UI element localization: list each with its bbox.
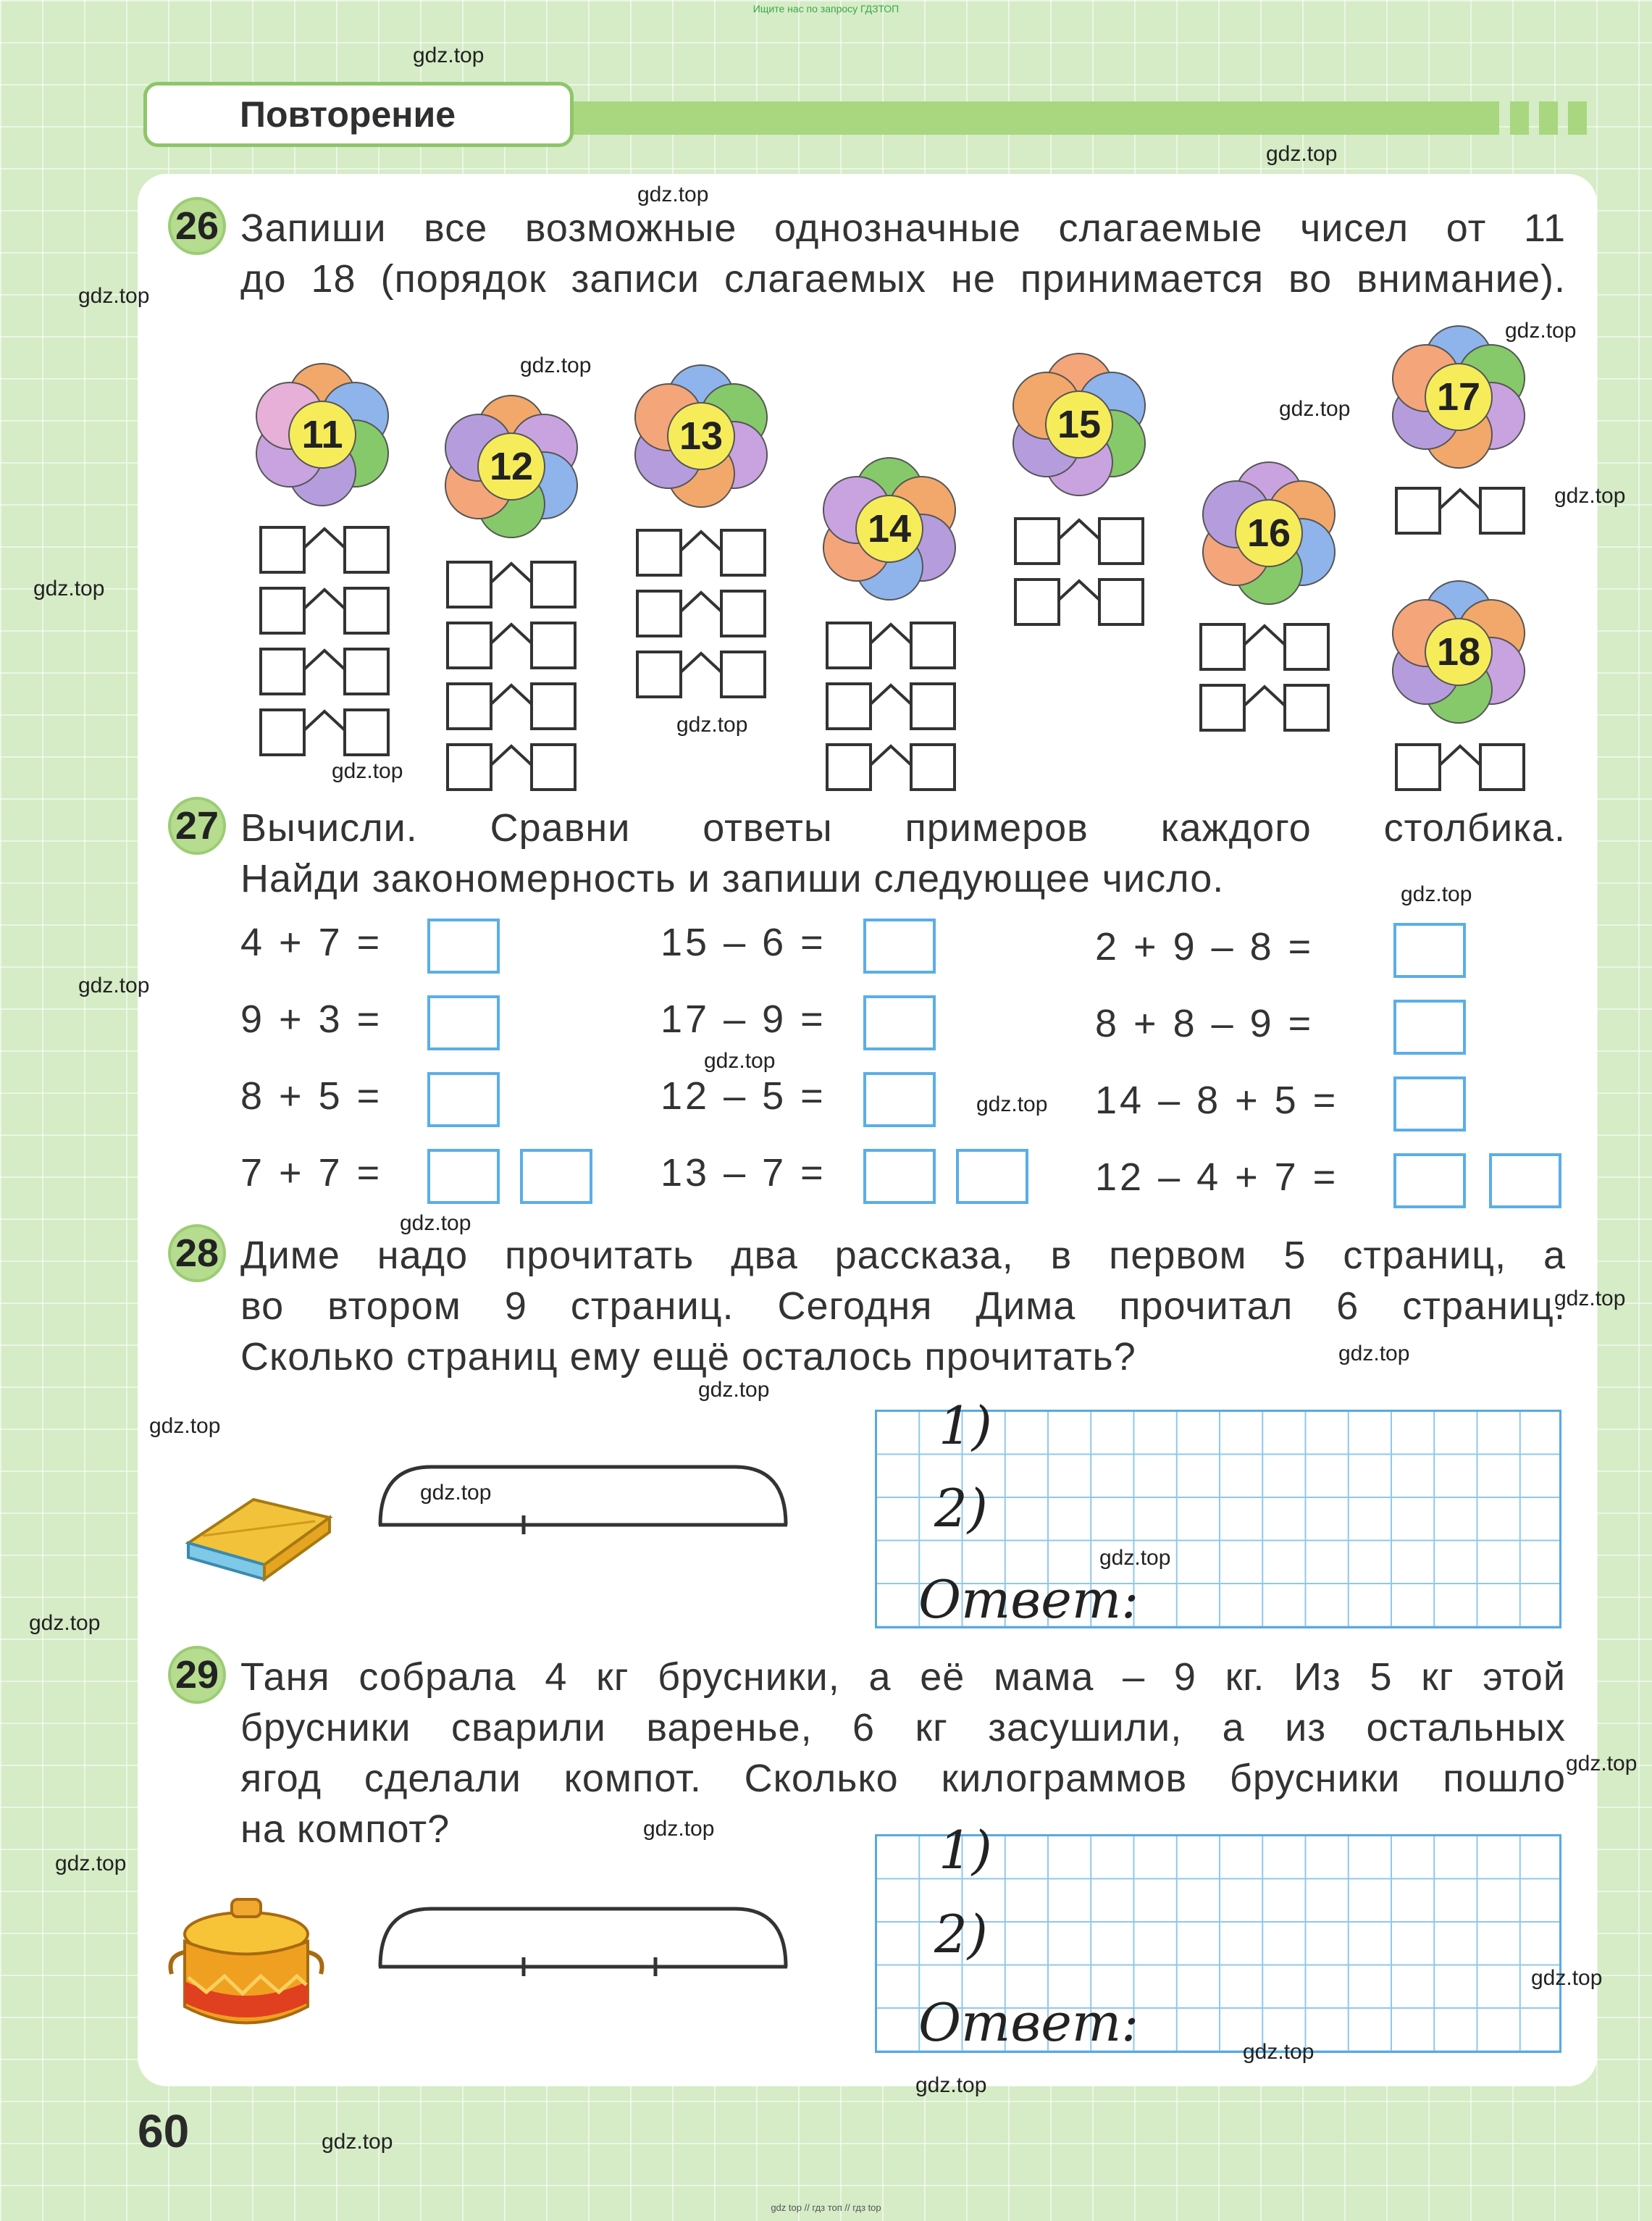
task28-text-line: Диме надо прочитать два рассказа, в первом 5 страниц, а [240,1234,1566,1277]
addend-pair-boxes[interactable] [259,648,390,695]
addend-pair-boxes[interactable] [1395,743,1525,791]
example-expression: 2 + 9 – 8 = [1095,925,1315,969]
addend-pair-boxes[interactable] [1014,578,1144,626]
addend-pair-boxes[interactable] [636,590,766,637]
watermark: gdz.top [976,1092,1048,1116]
flower-16 [1182,446,1341,606]
watermark: gdz.top [1554,1287,1626,1310]
example-expression: 12 – 5 = [661,1074,826,1118]
watermark: gdz.top [698,1378,770,1402]
book-icon [174,1463,348,1586]
flower-11 [235,348,395,507]
task-number-badge: 29 [168,1646,226,1704]
watermark: gdz.top [1243,2040,1315,2064]
addend-pair-boxes[interactable] [636,529,766,577]
flower-number: 18 [1436,630,1481,674]
answer-box[interactable] [427,995,500,1050]
addend-pair-boxes[interactable] [1199,623,1330,671]
task-number-badge: 26 [168,197,226,255]
example-expression: 15 – 6 = [661,921,826,964]
task-number-badge: 27 [168,797,226,855]
addend-pair-boxes[interactable] [446,561,576,608]
task26-text-line: Запиши все возможные однозначные слагаемые чисел от 11 [240,206,1566,250]
example-expression: 8 + 5 = [240,1074,383,1118]
answer-box[interactable] [956,1149,1028,1204]
watermark: gdz.top [520,354,592,377]
addend-pair-boxes[interactable] [259,526,390,574]
top-note: Ищите нас по запросу ГДЗТОП [752,3,900,14]
watermark: gdz.top [643,1817,715,1841]
watermark: gdz.top [1099,1546,1171,1570]
watermark: gdz.top [1279,397,1351,421]
addend-pair-boxes[interactable] [826,622,956,669]
section-title: Повторение [143,82,574,147]
watermark: gdz.top [704,1049,776,1073]
example-expression: 4 + 7 = [240,921,383,964]
task29-text-line: на компот? [240,1807,450,1851]
flower-number: 16 [1246,511,1291,555]
addend-pair-boxes[interactable] [826,743,956,791]
answer-box[interactable] [863,1149,936,1204]
watermark: gdz.top [413,43,485,67]
task-number-badge: 28 [168,1224,226,1282]
flower-number: 17 [1436,375,1481,419]
step-label: 1) [939,1820,992,1881]
answer-label: Ответ: [918,1992,1139,2053]
step-label: 2) [934,1478,988,1539]
watermark: gdz.top [1338,1342,1410,1365]
flower-number: 15 [1057,403,1102,446]
example-expression: 14 – 8 + 5 = [1095,1079,1339,1122]
example-expression: 7 + 7 = [240,1151,383,1195]
watermark: gdz.top [420,1481,492,1505]
task29-text-line: брусники сварили варенье, 6 кг засушили, а из остальных [240,1706,1566,1749]
addend-pair-boxes[interactable] [1014,517,1144,565]
flower-15 [992,338,1152,497]
watermark: gdz.top [78,284,150,308]
answer-box[interactable] [427,919,500,974]
watermark: gdz.top [29,1611,101,1635]
addend-pair-boxes[interactable] [1199,684,1330,732]
watermark: gdz.top [33,577,105,601]
watermark: gdz.top [400,1211,471,1235]
addend-pair-boxes[interactable] [446,622,576,669]
addend-pair-boxes[interactable] [826,682,956,730]
addend-pair-boxes[interactable] [446,682,576,730]
example-expression: 8 + 8 – 9 = [1095,1002,1315,1045]
addend-pair-boxes[interactable] [259,708,390,756]
watermark: gdz.top [637,183,709,206]
answer-box[interactable] [1393,1153,1466,1208]
example-expression: 13 – 7 = [661,1151,826,1195]
task26-text-line: до 18 (порядок записи слагаемых не принимается во внимание). [240,257,1566,301]
addend-pair-boxes[interactable] [636,651,766,698]
cooking-pot-icon [163,1883,330,2043]
step-label: 2) [934,1904,988,1965]
addend-pair-boxes[interactable] [259,587,390,635]
watermark: gdz.top [1566,1752,1638,1775]
answer-box[interactable] [520,1149,592,1204]
task27-text-line: Найди закономерность и запиши следующее число. [240,857,1225,900]
answer-box[interactable] [1393,1000,1466,1055]
flower-14 [802,442,962,601]
flower-number: 11 [301,413,343,456]
step-label: 1) [939,1395,992,1456]
watermark: gdz.top [332,759,403,783]
watermark: gdz.top [322,2130,393,2154]
watermark: gdz.top [78,974,150,997]
answer-box[interactable] [1393,923,1466,978]
flower-12 [424,380,584,539]
flower-18 [1372,565,1531,724]
watermark: gdz.top [1554,484,1626,508]
answer-box[interactable] [427,1149,500,1204]
answer-box[interactable] [863,995,936,1050]
watermark: gdz.top [1401,882,1472,906]
task29-text-line: Таня собрала 4 кг брусники, а её мама – 9 кг. Из 5 кг этой [240,1655,1566,1699]
task27-text-line: Вычисли. Сравни ответы примеров каждого столбика. [240,806,1566,850]
addend-pair-boxes[interactable] [446,743,576,791]
flower-number: 12 [489,445,534,488]
answer-label: Ответ: [918,1569,1139,1630]
answer-box[interactable] [1489,1153,1561,1208]
watermark: gdz.top [149,1414,221,1438]
flower-number: 13 [679,414,724,458]
example-expression: 17 – 9 = [661,997,826,1041]
task28-text-line: во втором 9 страниц. Сегодня Дима прочитал 6 страниц. [240,1284,1566,1328]
answer-box[interactable] [863,1072,936,1127]
watermark: gdz.top [55,1852,127,1875]
watermark: gdz.top [1505,319,1577,343]
addend-pair-boxes[interactable] [1395,487,1525,535]
task29-text-line: ягод сделали компот. Сколько килограммов брусники пошло [240,1757,1566,1800]
example-expression: 12 – 4 + 7 = [1095,1155,1339,1199]
page-number: 60 [138,2105,190,2157]
example-expression: 9 + 3 = [240,997,383,1041]
answer-box[interactable] [427,1072,500,1127]
watermark: gdz.top [1266,142,1338,166]
flower-13 [614,349,773,509]
answer-box[interactable] [1393,1076,1466,1132]
task28-text-line: Сколько страниц ему ещё осталось прочитать? [240,1335,1136,1379]
bottom-note: gdz top // гдз топ // гдз top [771,2202,881,2213]
watermark: gdz.top [676,713,748,737]
flower-number: 14 [867,507,912,551]
answer-box[interactable] [863,919,936,974]
watermark: gdz.top [1531,1966,1603,1990]
watermark: gdz.top [915,2073,987,2097]
segment-diagram [373,1898,793,1978]
